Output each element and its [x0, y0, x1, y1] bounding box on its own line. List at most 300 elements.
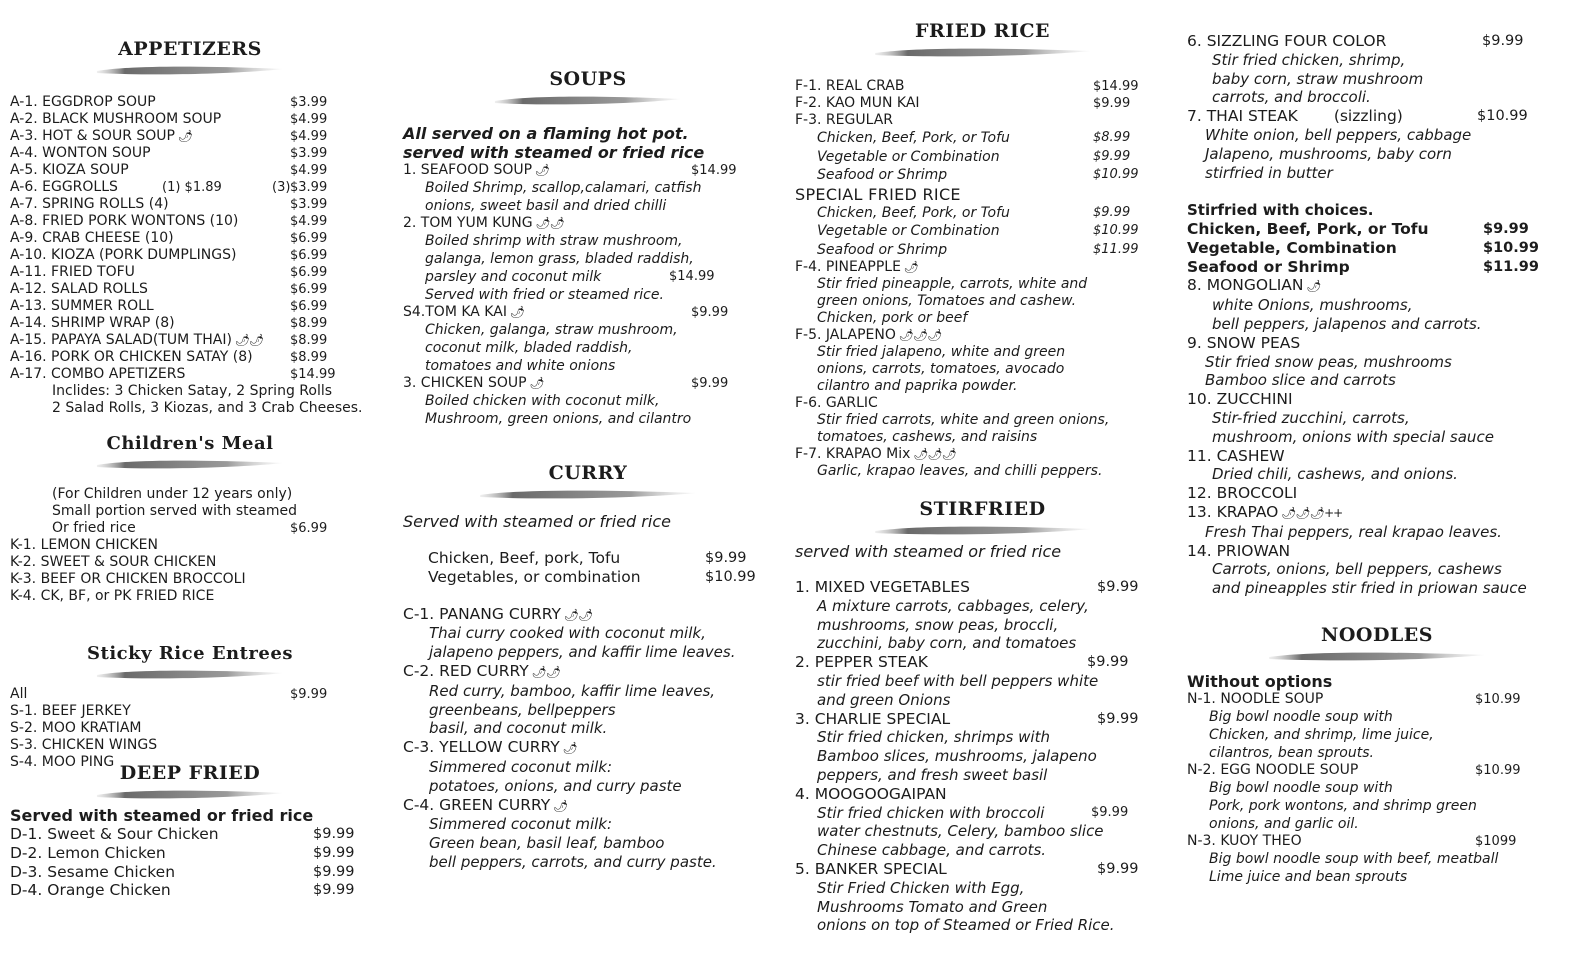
menu-item — [1187, 447, 1567, 466]
desc-text: jalapeno peppers, and kaffir lime leaves. — [429, 643, 736, 662]
item-description — [403, 392, 773, 410]
deep-fried-subtitle: Served with steamed or fried rice — [10, 806, 314, 825]
item-description — [1187, 296, 1567, 315]
menu-item — [1187, 32, 1567, 51]
desc-text: coconut milk, bladed raddish, — [425, 340, 633, 356]
item-name: A-15. PAPAYA SALAD(TUM THAI) — [10, 332, 232, 348]
noodle-items — [1187, 691, 1567, 886]
noodles-subtitle: Without options — [1187, 672, 1333, 691]
item-name: Seafood or Shrimp — [817, 167, 948, 183]
item-name: D-4. Orange Chicken — [10, 881, 171, 900]
item-price: $9.99 — [691, 376, 729, 391]
item-description — [795, 597, 1170, 616]
item-price: $8.99 — [290, 350, 328, 365]
menu-item — [1187, 503, 1567, 523]
item-name: 10. ZUCCHINI — [1187, 390, 1293, 409]
desc-text: basil, and coconut milk. — [429, 719, 608, 738]
menu-item — [1187, 258, 1567, 277]
item-name: 4. MOOGOOGAIPAN — [795, 784, 947, 803]
item-name: Seafood or Shrimp — [1187, 257, 1350, 276]
item-price: $6.99 — [290, 282, 328, 297]
menu-item — [10, 264, 380, 281]
item-description — [795, 276, 1170, 293]
combo-description — [10, 383, 380, 417]
item-name: 1. MIXED VEGETABLES — [795, 578, 970, 596]
item-name: A-6. EGGROLLS — [10, 179, 118, 195]
item-description — [1187, 744, 1567, 762]
desc-text: tomatoes, cashews, and raisins — [817, 429, 1038, 445]
item-name: 9. SNOW PEAS — [1187, 333, 1301, 352]
chili-icon: 🌶 — [562, 741, 577, 756]
stirfried-items — [795, 578, 1170, 935]
desc-text: Dried chili, cashews, and onions. — [1212, 465, 1458, 484]
desc-text: Pork, pork wontons, and shrimp green — [1209, 798, 1477, 814]
desc-text: green onions, Tomatoes and cashew. — [817, 293, 1077, 309]
menu-item — [403, 304, 773, 321]
menu-item — [10, 213, 380, 230]
sticky-item: S-4. MOO PING — [10, 754, 115, 770]
item-description — [403, 357, 773, 375]
desc-text: Stir Fried Chicken with Egg, — [817, 878, 1025, 897]
curry-header — [403, 462, 773, 502]
curry-section — [403, 462, 773, 872]
item-name: 11. CASHEW — [1187, 446, 1285, 465]
item-price: $9.99 — [1087, 654, 1129, 671]
childrens-title: Children's Meal — [106, 433, 274, 454]
desc-text: onions on top of Steamed or Fried Rice. — [817, 916, 1115, 935]
item-price-single: (1) $1.89 — [162, 180, 222, 195]
item-price: $4.99 — [290, 112, 328, 127]
menu-item — [817, 241, 1170, 260]
menu-item — [1187, 542, 1567, 561]
desc-text: Boiled Shrimp, scallop,calamari, catfish — [425, 180, 702, 196]
menu-item — [795, 860, 1170, 879]
sticky-items — [10, 703, 380, 771]
stir-choice-options — [1187, 220, 1567, 276]
chili-icon: 🌶🌶🌶 — [913, 447, 957, 461]
menu-item — [795, 78, 1170, 95]
desc-text: peppers, and fresh sweet basil — [817, 765, 1048, 784]
sticky-item: S-1. BEEF JERKEY — [10, 703, 131, 719]
item-name: A-14. SHRIMP WRAP (8) — [10, 315, 175, 331]
menu-item — [1187, 276, 1567, 296]
item-price: $10.99 — [1477, 108, 1528, 125]
menu-item — [403, 162, 773, 179]
brush-divider — [873, 44, 1093, 60]
menu-item — [795, 112, 1170, 129]
appetizers-title: APPETIZERS — [118, 38, 262, 60]
item-price: $6.99 — [290, 231, 328, 246]
menu-item — [10, 196, 380, 213]
item-name: 6. SIZZLING FOUR COLOR — [1187, 32, 1387, 50]
desc-text: Bamboo slice and carrots — [1205, 371, 1396, 390]
fried-rice-top-items — [795, 78, 1170, 129]
desc-text: stir fried beef with bell peppers white — [817, 671, 1099, 690]
item-name: A-16. PORK OR CHICKEN SATAY (8) — [10, 349, 253, 365]
desc-text: Jalapeno, mushrooms, baby corn — [1205, 144, 1452, 163]
desc-text: Stir fried jalapeno, white and green — [817, 344, 1066, 360]
menu-item — [795, 327, 1170, 344]
childrens-price: $6.99 — [290, 521, 328, 536]
item-name: Vegetable, Combination — [1187, 238, 1397, 257]
menu-item — [1187, 239, 1567, 258]
desc-text: white Onions, mushrooms, — [1212, 296, 1413, 315]
noodles-header — [1187, 624, 1567, 664]
item-description — [1187, 315, 1567, 334]
menu-item — [795, 395, 1170, 412]
chili-icon: 🌶🌶🌶++ — [1281, 505, 1343, 520]
menu-item — [403, 375, 773, 392]
item-name: A-2. BLACK MUSHROOM SOUP — [10, 111, 222, 127]
desc-text: onions, and garlic oil. — [1209, 816, 1359, 832]
desc-text: Big bowl noodle soup with — [1209, 780, 1393, 796]
item-price: $11.99 — [1483, 258, 1539, 275]
chili-icon: 🌶🌶🌶 — [898, 328, 942, 342]
item-name: 14. PRIOWAN — [1187, 541, 1291, 560]
menu-item — [1187, 334, 1567, 353]
menu-item — [795, 710, 1170, 729]
item-description — [403, 643, 773, 662]
item-name: D-2. Lemon Chicken — [10, 843, 166, 862]
chili-icon: 🌶 — [1306, 279, 1321, 294]
desc-text: Simmered coconut milk: — [429, 757, 613, 776]
item-description — [1187, 815, 1567, 833]
item-description — [1187, 579, 1567, 598]
item-description — [795, 672, 1170, 691]
item-name: Seafood or Shrimp — [817, 241, 948, 258]
soups-subtitle-2: served with steamed or fried rice — [403, 143, 705, 162]
chili-icon: 🌶 — [535, 163, 550, 177]
desc-text: cilantro and paprika powder. — [817, 378, 1018, 394]
menu-item — [10, 179, 380, 196]
item-description — [795, 879, 1170, 898]
col4-top-section — [1187, 32, 1567, 182]
item-name: F-4. PINEAPPLE — [795, 259, 901, 275]
special-fried-rice-title: SPECIAL FRIED RICE — [795, 184, 961, 204]
item-name: F-7. KRAPAO Mix — [795, 446, 911, 462]
item-price: $14.99 — [1093, 79, 1139, 94]
item-description — [795, 463, 1170, 480]
item-name: A-1. EGGDROP SOUP — [10, 94, 156, 110]
childrens-item: K-3. BEEF OR CHICKEN BROCCOLI — [10, 571, 246, 587]
item-name: Chicken, Beef, Pork, or Tofu — [817, 130, 1010, 146]
stirfried-title: STIRFRIED — [919, 498, 1046, 520]
item-name: N-1. NOODLE SOUP — [1187, 691, 1324, 707]
item-name: D-3. Sesame Chicken — [10, 862, 176, 881]
desc-text: carrots, and broccoli. — [1212, 88, 1371, 107]
childrens-item: K-4. CK, BF, or PK FRIED RICE — [10, 588, 215, 604]
sticky-price: $9.99 — [290, 687, 328, 702]
special-options — [795, 204, 1170, 260]
menu-item — [403, 662, 773, 682]
fried-rice-section — [795, 20, 1170, 480]
item-description — [795, 841, 1170, 860]
desc-text: greenbeans, bellpeppers — [429, 700, 616, 719]
stir-choice-items — [1187, 276, 1567, 598]
soups-header — [403, 68, 773, 108]
item-price: $9.99 — [1097, 579, 1139, 595]
menu-item — [10, 162, 380, 179]
menu-item — [10, 281, 380, 298]
fried-rice-title: FRIED RICE — [914, 20, 1051, 42]
item-price: $9.99 — [313, 826, 355, 842]
desc-text: Chinese cabbage, and carrots. — [817, 841, 1047, 860]
chili-icon: 🌶 — [529, 376, 544, 390]
item-price: $4.99 — [290, 129, 328, 144]
stirfried-header — [795, 498, 1170, 538]
appetizers-header — [5, 38, 375, 78]
sticky-header — [5, 643, 375, 682]
item-description — [403, 815, 773, 834]
curry-items — [403, 605, 773, 872]
item-description — [1187, 797, 1567, 815]
menu-item — [403, 738, 773, 758]
item-name: A-8. FRIED PORK WONTONS (10) — [10, 213, 239, 229]
fried-rice-items — [795, 259, 1170, 480]
item-price: $9.99 — [1483, 221, 1529, 237]
item-description — [403, 719, 773, 738]
desc-text: zucchini, baby corn, and tomatoes — [817, 634, 1077, 653]
curry-title: CURRY — [548, 462, 628, 484]
menu-item — [10, 230, 380, 247]
desc-text: and green Onions — [817, 690, 951, 709]
item-name: Chicken, Beef, pork, Tofu — [428, 549, 621, 567]
item-price: $9.99 — [1097, 710, 1139, 727]
item-price: $8.99 — [290, 333, 328, 348]
childrens-note: Small portion served with steamed — [52, 503, 297, 519]
item-description — [403, 339, 773, 357]
brush-divider — [95, 666, 285, 682]
item-name: C-4. GREEN CURRY — [403, 795, 551, 814]
item-price: $9.99 — [1097, 860, 1139, 877]
desc-text: Simmered coconut milk: — [429, 815, 613, 834]
menu-item — [1187, 762, 1567, 779]
childrens-header — [5, 433, 375, 472]
combo-desc-line: 2 Salad Rolls, 3 Kiozas, and 3 Crab Cheeses. — [52, 400, 363, 416]
item-name: F-2. KAO MUN KAI — [795, 95, 920, 111]
item-name: S4.TOM KA KAI — [403, 304, 507, 320]
item-name: A-13. SUMMER ROLL — [10, 298, 154, 314]
item-description — [795, 412, 1170, 429]
menu-item — [795, 578, 1170, 597]
menu-item — [10, 145, 380, 162]
item-description — [795, 634, 1170, 653]
desc-text: Chicken, and shrimp, lime juice, — [1209, 727, 1434, 743]
brush-divider — [1267, 648, 1487, 664]
item-name: A-4. WONTON SOUP — [10, 145, 151, 161]
item-name: Chicken, Beef, Pork, or Tofu — [817, 204, 1010, 221]
desc-text: water chestnuts, Celery, bamboo slice — [817, 822, 1104, 841]
menu-item — [1187, 484, 1567, 503]
desc-text: Served with fried or steamed rice. — [425, 287, 664, 303]
menu-item — [795, 95, 1170, 112]
item-name: 12. BROCCOLI — [1187, 484, 1298, 503]
menu-item — [817, 129, 1170, 148]
item-price: $10.99 — [1475, 763, 1521, 778]
item-price: $9.99 — [691, 305, 729, 320]
item-description — [403, 624, 773, 643]
menu-item — [10, 844, 380, 863]
item-description — [403, 682, 773, 701]
item-name: D-1. Sweet & Sour Chicken — [10, 825, 219, 843]
item-description — [1187, 428, 1567, 447]
menu-item — [403, 215, 773, 232]
item-description — [403, 268, 773, 286]
childrens-meal-section — [10, 433, 380, 605]
stir-choices-section — [1187, 201, 1567, 598]
menu-item — [795, 446, 1170, 463]
item-description — [1187, 145, 1567, 164]
item-name: Vegetables, or combination — [428, 567, 641, 586]
item-name: A-3. HOT & SOUR SOUP — [10, 128, 175, 144]
desc-text: Stir fried chicken, shrimps with — [817, 728, 1050, 747]
item-description — [795, 747, 1170, 766]
item-description — [1187, 88, 1567, 107]
menu-item — [428, 549, 773, 568]
item-name: N-3. KUOY THEO — [1187, 833, 1302, 849]
item-description — [1187, 779, 1567, 797]
sticky-all-label: All — [10, 686, 28, 702]
item-description — [403, 179, 773, 197]
item-name: A-7. SPRING ROLLS (4) — [10, 196, 169, 212]
chili-icon: 🌶 — [509, 305, 525, 319]
col4-items — [1187, 32, 1567, 182]
desc-text: galanga, lemon grass, bladed raddish, — [425, 251, 694, 267]
item-name: 1. SEAFOOD SOUP — [403, 162, 533, 178]
menu-item — [1187, 220, 1567, 239]
item-name: 2. PEPPER STEAK — [795, 653, 928, 672]
brush-divider — [95, 456, 285, 472]
item-description — [403, 777, 773, 796]
item-description — [795, 804, 1170, 823]
item-price: $10.99 — [705, 568, 756, 585]
item-description — [795, 429, 1170, 446]
desc-text: Fresh Thai peppers, real krapao leaves. — [1205, 522, 1502, 541]
noodles-section — [1187, 624, 1567, 886]
menu-item — [817, 222, 1170, 241]
childrens-items — [10, 537, 380, 605]
childrens-item: K-1. LEMON CHICKEN — [10, 537, 158, 553]
item-description — [403, 250, 773, 268]
soups-title: SOUPS — [549, 68, 627, 90]
item-tag: (sizzling) — [1333, 107, 1403, 126]
deep-fried-header — [5, 762, 375, 802]
appetizer-list — [10, 94, 380, 383]
item-price: $10.99 — [1093, 223, 1139, 238]
item-description — [403, 410, 773, 428]
chili-icon: 🌶 — [903, 260, 919, 274]
item-price: $3.99 — [290, 146, 328, 161]
childrens-note-priced — [52, 520, 380, 537]
menu-item — [10, 128, 380, 145]
item-description — [403, 834, 773, 853]
desc-text: mushrooms, snow peas, broccli, — [817, 615, 1059, 634]
item-price: $9.99 — [1093, 204, 1131, 220]
menu-item — [817, 148, 1170, 167]
item-description — [1187, 51, 1567, 70]
item-price: $3.99 — [290, 180, 328, 195]
desc-text: Stir fried snow peas, mushrooms — [1205, 352, 1452, 371]
menu-item — [795, 785, 1170, 804]
item-price: $6.99 — [290, 248, 328, 263]
menu-item — [428, 568, 773, 587]
item-name: 13. KRAPAO — [1187, 502, 1279, 521]
item-price: $6.99 — [290, 299, 328, 314]
menu-item — [1187, 390, 1567, 409]
item-name: A-10. KIOZA (PORK DUMPLINGS) — [10, 247, 237, 263]
item-name: F-5. JALAPENO — [795, 327, 896, 343]
stirfried-section — [795, 498, 1170, 935]
item-description — [1187, 523, 1567, 542]
sticky-rice-section — [10, 643, 380, 771]
item-description — [1187, 371, 1567, 390]
desc-text: Thai curry cooked with coconut milk, — [429, 624, 706, 643]
desc-text: Red curry, bamboo, kaffir lime leaves, — [429, 681, 716, 700]
item-price: $8.99 — [290, 316, 328, 331]
item-description — [795, 916, 1170, 935]
soups-subtitle-1: All served on a flaming hot pot. — [403, 124, 689, 143]
regular-options — [795, 129, 1170, 185]
item-price: $14.99 — [691, 163, 737, 178]
item-name: 3. CHARLIE SPECIAL — [795, 709, 951, 728]
desc-text: Mushrooms Tomato and Green — [817, 897, 1048, 916]
item-description — [1187, 164, 1567, 183]
item-description — [1187, 726, 1567, 744]
desc-text: Chicken, pork or beef — [817, 310, 968, 326]
item-price: $9.99 — [313, 844, 355, 861]
item-name: A-17. COMBO APETIZERS — [10, 366, 186, 382]
chili-icon: 🌶🌶 — [531, 664, 561, 679]
item-price: $11.99 — [1093, 241, 1139, 257]
desc-text: Chicken, galanga, straw mushroom, — [425, 322, 678, 338]
desc-text: Boiled chicken with coconut milk, — [425, 393, 660, 409]
desc-text: Garlic, krapao leaves, and chilli peppers. — [817, 463, 1103, 479]
item-name: Chicken, Beef, Pork, or Tofu — [1187, 220, 1429, 238]
item-name: 7. THAI STEAK — [1187, 107, 1298, 126]
item-name: N-2. EGG NOODLE SOUP — [1187, 762, 1359, 778]
item-description — [795, 898, 1170, 917]
menu-item — [403, 796, 773, 816]
childrens-notes — [10, 486, 380, 537]
desc-text: bell peppers, jalapenos and carrots. — [1212, 314, 1482, 333]
desc-text: Stir fried chicken, shrimp, — [1212, 50, 1406, 69]
item-description — [1187, 409, 1567, 428]
menu-item — [10, 863, 380, 882]
curry-subtitle: Served with steamed or fried rice — [403, 512, 671, 531]
item-description — [795, 293, 1170, 310]
menu-item — [795, 653, 1170, 672]
item-name: A-12. SALAD ROLLS — [10, 281, 148, 297]
soup-items — [403, 162, 773, 428]
item-name: A-9. CRAB CHEESE (10) — [10, 230, 174, 246]
item-description — [1187, 708, 1567, 726]
item-price: $3.99 — [290, 197, 328, 212]
item-name: C-2. RED CURRY — [403, 661, 529, 680]
item-description — [795, 691, 1170, 710]
chili-icon: 🌶🌶 — [564, 607, 593, 622]
menu-item — [817, 166, 1170, 185]
item-description — [795, 344, 1170, 361]
childrens-item: K-2. SWEET & SOUR CHICKEN — [10, 554, 217, 570]
desc-text: Boiled shrimp with straw mushroom, — [425, 233, 683, 249]
item-price: $4.99 — [290, 163, 328, 178]
combo-desc-line: Inclides: 3 Chicken Satay, 2 Spring Rolls — [52, 383, 333, 399]
item-description — [403, 701, 773, 720]
item-name: F-3. REGULAR — [795, 112, 894, 128]
item-price: $8.99 — [1093, 130, 1131, 145]
item-price: $6.99 — [290, 265, 328, 280]
deep-fried-title: DEEP FRIED — [119, 762, 261, 784]
